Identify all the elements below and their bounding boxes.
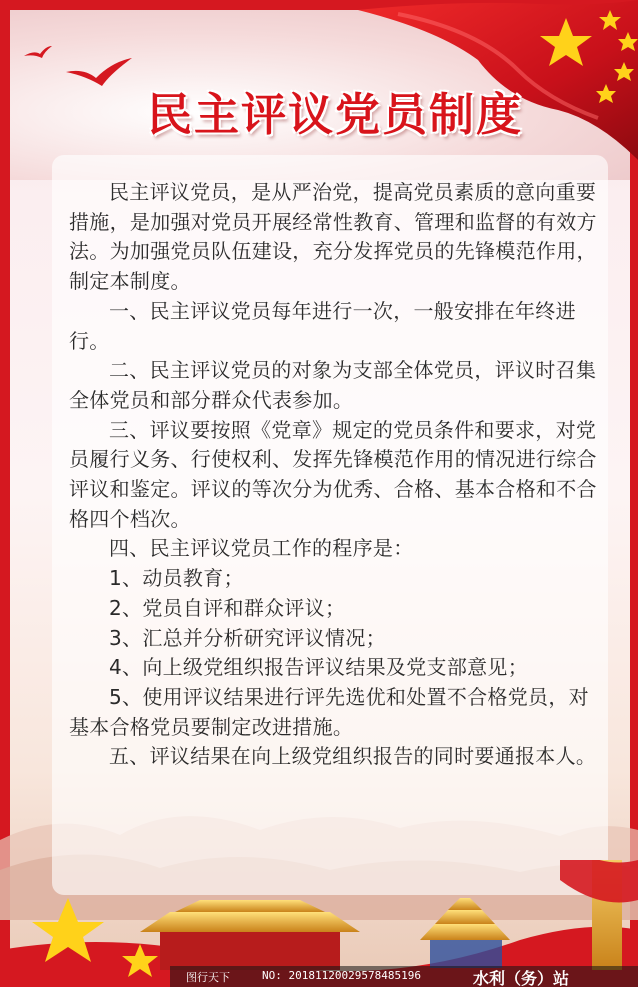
- procedure-item: 1、动员教育；: [109, 566, 244, 591]
- procedure-item: 5、使用评议结果进行评先选优和处置不合格党员，对基本合格党员要制定改进措施。: [69, 684, 589, 739]
- procedure-item: 4、向上级党组织报告评议结果及党支部意见；: [109, 655, 529, 680]
- clause-paragraph: 一、民主评议党员每年进行一次，一般安排在年终进行。: [69, 298, 576, 353]
- page-title: 民主评议党员制度: [146, 88, 523, 141]
- clause-paragraph: 二、民主评议党员的对象为支部全体党员，评议时召集全体党员和部分群众代表参加。: [69, 358, 597, 412]
- watermark-partial-text: 水利（务）站: [473, 969, 570, 987]
- watermark-site: 图行天下: [186, 971, 230, 984]
- procedure-item: 2、党员自评和群众评议；: [109, 595, 346, 620]
- procedure-item: 3、汇总并分析研究评议情况；: [109, 625, 386, 650]
- watermark-id: NO: 20181120029578485196: [262, 969, 421, 982]
- clause-paragraph: 三、评议要按照《党章》规定的党员条件和要求，对党员履行义务、行使权利、发挥先锋模范作用的情况进行综合评议和鉴定。评议的等次分为优秀、合格、基本合格和不合格四个档次。: [69, 417, 597, 531]
- clause-paragraph: 五、评议结果在向上级党组织报告的同时要通报本人。: [109, 744, 597, 769]
- intro-paragraph: 民主评议党员，是从严治党，提高党员素质的意向重要措施，是加强对党员开展经常性教育、管理和监督的有效方法。为加强党员队伍建设，充分发挥党员的先锋模范作用，制定本制度。: [69, 180, 597, 294]
- clause-paragraph: 四、民主评议党员工作的程序是：: [109, 536, 414, 561]
- body-text: [69, 178, 609, 772]
